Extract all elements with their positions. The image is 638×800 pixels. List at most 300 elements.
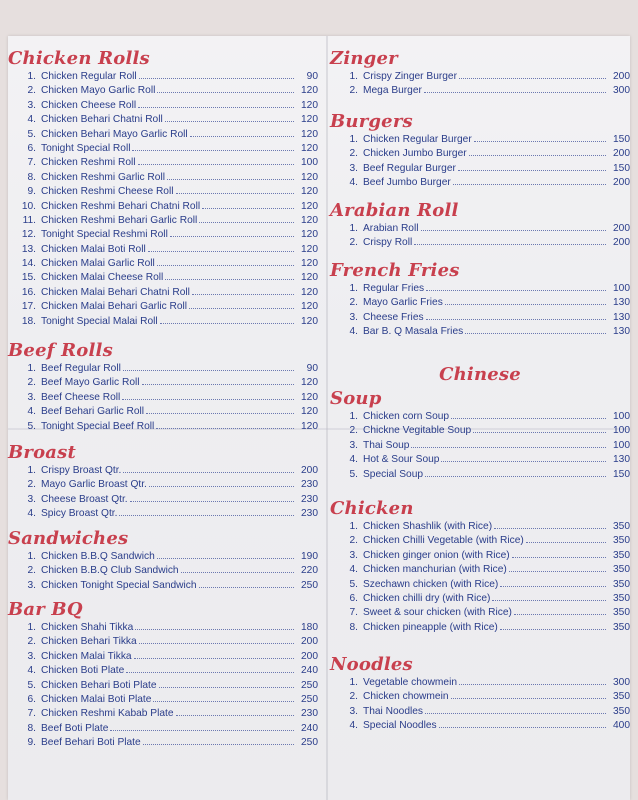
item-price: 250 — [301, 579, 318, 591]
item-price: 240 — [301, 665, 318, 677]
dot-leader — [424, 92, 606, 93]
menu-item — [8, 70, 318, 84]
section-noodles — [330, 654, 630, 734]
dot-leader — [167, 179, 294, 180]
section-heading: Soup — [330, 388, 382, 409]
item-number: 9. — [27, 737, 36, 749]
menu-item — [330, 563, 630, 577]
item-price: 120 — [301, 229, 318, 241]
menu-item — [330, 325, 630, 339]
menu-item — [330, 592, 630, 606]
item-price: 130 — [613, 311, 630, 323]
item-list — [330, 282, 630, 340]
section-heading: Chicken Rolls — [8, 48, 150, 69]
menu-item — [8, 550, 318, 564]
item-number: 3. — [27, 493, 36, 505]
dot-leader — [138, 164, 294, 165]
dot-leader — [445, 304, 606, 305]
item-name: Special Soup — [363, 468, 424, 480]
section-heading: Sandwiches — [8, 528, 129, 549]
paper-fold-vertical — [326, 36, 328, 800]
dot-leader — [156, 428, 294, 429]
item-name: Chicken Regular Burger — [363, 134, 472, 145]
menu-item — [8, 722, 318, 736]
section-soup — [330, 388, 630, 482]
item-name: Mayo Garlic Fries — [363, 297, 443, 309]
item-price: 230 — [301, 708, 318, 720]
item-number: 3. — [27, 579, 36, 591]
dot-leader — [492, 600, 606, 601]
item-name: Chicken Behari Tikka — [41, 636, 137, 648]
dot-leader — [425, 476, 606, 477]
item-price: 180 — [301, 622, 318, 633]
menu-item — [8, 99, 318, 113]
dot-leader — [421, 230, 607, 231]
item-name: Bar B. Q Masala Fries — [363, 326, 464, 338]
item-name: Chicken Malai Boti Roll — [41, 243, 146, 255]
item-price: 200 — [613, 237, 630, 249]
section-heading: French Fries — [330, 260, 460, 281]
item-list — [8, 621, 318, 751]
item-number: 4. — [349, 564, 358, 576]
item-name: Chicken Malai Cheese Roll — [41, 272, 164, 284]
item-price: 120 — [301, 214, 318, 226]
item-number: 3. — [27, 650, 36, 662]
item-list — [330, 133, 630, 191]
dot-leader — [425, 713, 606, 714]
item-name: Chicken Regular Roll — [41, 71, 137, 82]
item-name: Beef Behari Garlic Roll — [41, 406, 145, 418]
menu-item — [330, 311, 630, 325]
menu-sheet — [8, 36, 630, 800]
item-name: Beef Regular Roll — [41, 363, 121, 374]
menu-item — [8, 679, 318, 693]
item-number: 8. — [349, 621, 358, 633]
item-price: 200 — [613, 71, 630, 82]
item-name: Tonight Special Beef Roll — [41, 420, 155, 432]
item-price: 120 — [301, 128, 318, 140]
dot-leader — [526, 542, 606, 543]
item-price: 120 — [301, 391, 318, 403]
item-name: Chicken Behari Chatni Roll — [41, 114, 163, 126]
item-price: 120 — [301, 315, 318, 327]
item-price: 120 — [301, 99, 318, 111]
menu-item — [8, 171, 318, 185]
section-heading: Arabian Roll — [330, 200, 459, 221]
dot-leader — [157, 265, 294, 266]
item-price: 350 — [613, 578, 630, 590]
item-price: 250 — [301, 737, 318, 749]
item-name: Chicken Malai Tikka — [41, 650, 132, 662]
item-list — [330, 520, 630, 635]
item-price: 120 — [301, 142, 318, 154]
item-name: Beef Mayo Garlic Roll — [41, 377, 140, 389]
item-price: 350 — [613, 705, 630, 717]
item-price: 350 — [613, 535, 630, 547]
menu-item — [330, 236, 630, 250]
menu-item — [8, 142, 318, 156]
item-number: 1. — [27, 71, 36, 82]
dot-leader — [132, 150, 294, 151]
menu-item — [330, 410, 630, 424]
menu-item — [8, 664, 318, 678]
menu-item — [330, 453, 630, 467]
item-number: 2. — [27, 377, 36, 389]
menu-item — [8, 405, 318, 419]
item-number: 8. — [27, 171, 36, 183]
item-price: 400 — [613, 720, 630, 732]
item-number: 12. — [21, 229, 36, 241]
item-number: 11. — [22, 214, 36, 226]
item-price: 130 — [613, 454, 630, 466]
item-name: Tonight Special Malai Roll — [41, 315, 158, 327]
item-number: 1. — [27, 551, 36, 562]
menu-item — [8, 693, 318, 707]
item-name: Chicken Malai Behari Garlic Roll — [41, 301, 188, 313]
menu-item — [8, 315, 318, 329]
menu-item — [330, 424, 630, 438]
item-number: 1. — [27, 465, 36, 476]
menu-item — [8, 464, 318, 478]
item-price: 120 — [301, 114, 318, 126]
dot-leader — [473, 432, 606, 433]
item-number: 4. — [27, 114, 36, 126]
menu-item — [330, 549, 630, 563]
item-number: 5. — [27, 420, 36, 432]
item-price: 230 — [301, 508, 318, 520]
item-price: 190 — [301, 551, 318, 562]
dot-leader — [414, 244, 606, 245]
item-number: 1. — [27, 363, 36, 374]
menu-item — [330, 282, 630, 296]
menu-item — [330, 621, 630, 635]
item-price: 100 — [613, 283, 630, 294]
item-price: 120 — [301, 272, 318, 284]
section-bar-bq — [8, 599, 318, 751]
item-number: 6. — [27, 142, 36, 154]
item-number: 1. — [349, 223, 358, 234]
item-name: Mega Burger — [363, 85, 422, 97]
item-name: Chicken Cheese Roll — [41, 99, 137, 111]
section-chinese — [330, 364, 630, 386]
item-price: 150 — [613, 468, 630, 480]
item-name: Tonight Special Reshmi Roll — [41, 229, 168, 241]
item-name: Beef Boti Plate — [41, 722, 109, 734]
menu-item — [8, 214, 318, 228]
item-price: 120 — [301, 200, 318, 212]
item-price: 120 — [301, 171, 318, 183]
item-price: 200 — [301, 636, 318, 648]
item-name: Chicken Malai Boti Plate — [41, 693, 152, 705]
item-number: 5. — [27, 679, 36, 691]
item-number: 2. — [349, 148, 358, 160]
menu-item — [8, 650, 318, 664]
menu-item — [330, 439, 630, 453]
dot-leader — [159, 687, 294, 688]
item-price: 250 — [301, 693, 318, 705]
item-number: 2. — [349, 691, 358, 703]
item-number: 5. — [27, 128, 36, 140]
dot-leader — [134, 658, 294, 659]
dot-leader — [512, 557, 606, 558]
dot-leader — [142, 384, 294, 385]
item-name: Spicy Broast Qtr. — [41, 508, 118, 520]
item-name: Chicken Reshmi Behari Chatni Roll — [41, 200, 201, 212]
dot-leader — [176, 715, 294, 716]
menu-item — [330, 606, 630, 620]
dot-leader — [148, 251, 294, 252]
item-number: 4. — [349, 454, 358, 466]
item-price: 130 — [613, 297, 630, 309]
section-beef-rolls — [8, 340, 318, 434]
item-name: Chickne Vegitable Soup — [363, 425, 472, 437]
menu-item — [8, 113, 318, 127]
item-list — [8, 70, 318, 329]
dot-leader — [514, 614, 606, 615]
section-arabian-roll — [330, 200, 630, 251]
dot-leader — [189, 308, 294, 309]
item-price: 120 — [301, 377, 318, 389]
menu-item — [330, 719, 630, 733]
item-name: Szechawn chicken (with Rice) — [363, 578, 499, 590]
item-price: 300 — [613, 85, 630, 97]
item-number: 14. — [21, 258, 36, 270]
item-name: Cheese Fries — [363, 311, 424, 323]
section-broast — [8, 442, 318, 522]
item-name: Chicken Behari Boti Plate — [41, 679, 157, 691]
item-name: Chicken Malai Garlic Roll — [41, 258, 155, 270]
item-number: 3. — [349, 162, 358, 174]
item-list — [330, 410, 630, 482]
item-number: 8. — [27, 722, 36, 734]
menu-item — [330, 520, 630, 534]
item-name: Chicken B.B.Q Sandwich — [41, 551, 155, 562]
item-number: 2. — [27, 565, 36, 577]
item-name: Chicken Reshmi Cheese Roll — [41, 186, 174, 198]
item-price: 130 — [613, 326, 630, 338]
menu-item — [8, 621, 318, 635]
menu-item — [8, 579, 318, 593]
dot-leader — [453, 184, 606, 185]
dot-leader — [149, 486, 294, 487]
dot-leader — [192, 294, 294, 295]
menu-item — [330, 147, 630, 161]
section-sandwiches — [8, 528, 318, 593]
item-price: 350 — [613, 521, 630, 532]
item-number: 1. — [349, 283, 358, 294]
section-zinger — [330, 48, 630, 99]
item-list — [330, 70, 630, 99]
item-name: Chicken ginger onion (with Rice) — [363, 549, 510, 561]
item-name: Crispy Broast Qtr. — [41, 465, 122, 476]
item-price: 300 — [613, 677, 630, 688]
dot-leader — [126, 672, 294, 673]
item-price: 230 — [301, 493, 318, 505]
section-burgers — [330, 111, 630, 191]
menu-item — [8, 156, 318, 170]
item-number: 4. — [27, 665, 36, 677]
item-name: Arabian Roll — [363, 223, 419, 234]
menu-item — [330, 534, 630, 548]
item-number: 1. — [349, 411, 358, 422]
item-name: Chicken Reshmi Roll — [41, 157, 136, 169]
item-name: Chicken corn Soup — [363, 411, 450, 422]
item-price: 100 — [613, 425, 630, 437]
section-heading: Chicken — [330, 498, 414, 519]
item-name: Chicken Tonight Special Sandwich — [41, 579, 197, 591]
menu-item — [330, 468, 630, 482]
item-number: 5. — [349, 578, 358, 590]
menu-item — [8, 478, 318, 492]
item-name: Beef Behari Boti Plate — [41, 737, 141, 749]
dot-leader — [139, 643, 294, 644]
dot-leader — [138, 107, 294, 108]
item-name: Chicken chilli dry (with Rice) — [363, 592, 491, 604]
item-number: 7. — [349, 607, 358, 619]
item-number: 4. — [27, 406, 36, 418]
item-name: Chicken Shashlik (with Rice) — [363, 521, 493, 532]
dot-leader — [190, 136, 294, 137]
item-number: 4. — [349, 720, 358, 732]
dot-leader — [426, 290, 606, 291]
item-number: 1. — [349, 134, 358, 145]
item-number: 2. — [27, 636, 36, 648]
dot-leader — [426, 319, 606, 320]
dot-leader — [474, 141, 606, 142]
menu-item — [8, 736, 318, 750]
item-name: Chicken Malai Behari Chatni Roll — [41, 286, 190, 298]
item-name: Chicken Reshmi Garlic Roll — [41, 171, 165, 183]
menu-item — [8, 257, 318, 271]
dot-leader — [123, 370, 294, 371]
item-price: 350 — [613, 549, 630, 561]
menu-item — [8, 376, 318, 390]
item-number: 16. — [21, 286, 36, 298]
dot-leader — [176, 193, 295, 194]
dot-leader — [130, 501, 294, 502]
item-number: 2. — [349, 297, 358, 309]
item-number: 4. — [349, 326, 358, 338]
item-price: 120 — [301, 406, 318, 418]
menu-item — [8, 185, 318, 199]
dot-leader — [459, 684, 606, 685]
item-name: Sweet & sour chicken (with Rice) — [363, 607, 512, 619]
item-price: 350 — [613, 621, 630, 633]
item-number: 7. — [27, 708, 36, 720]
item-name: Chicken Reshmi Kabab Plate — [41, 708, 174, 720]
section-french-fries — [330, 260, 630, 340]
item-number: 15. — [21, 272, 36, 284]
item-name: Chicken Jumbo Burger — [363, 148, 467, 160]
dot-leader — [411, 447, 606, 448]
item-list — [330, 676, 630, 734]
item-name: Beef Jumbo Burger — [363, 177, 451, 189]
item-number: 4. — [349, 177, 358, 189]
item-number: 3. — [349, 311, 358, 323]
item-price: 100 — [613, 411, 630, 422]
item-price: 120 — [301, 186, 318, 198]
item-price: 150 — [613, 134, 630, 145]
item-price: 200 — [301, 465, 318, 476]
item-name: Chicken Mayo Garlic Roll — [41, 85, 156, 97]
item-price: 100 — [301, 157, 318, 169]
item-list — [8, 550, 318, 593]
item-number: 6. — [349, 592, 358, 604]
menu-item — [330, 690, 630, 704]
item-price: 200 — [613, 148, 630, 160]
item-name: Chicken B.B.Q Club Sandwich — [41, 565, 179, 577]
item-name: Crispy Zinger Burger — [363, 71, 457, 82]
item-name: Tonight Special Roll — [41, 142, 131, 154]
item-name: Chicken Boti Plate — [41, 665, 125, 677]
dot-leader — [160, 323, 294, 324]
item-number: 1. — [27, 622, 36, 633]
item-name: Regular Fries — [363, 283, 425, 294]
dot-leader — [110, 730, 294, 731]
menu-item — [330, 676, 630, 690]
item-name: Crispy Roll — [363, 237, 413, 249]
item-list — [330, 222, 630, 251]
dot-leader — [122, 399, 294, 400]
item-number: 2. — [27, 479, 36, 491]
item-name: Chicken manchurian (with Rice) — [363, 564, 507, 576]
menu-item — [330, 578, 630, 592]
item-number: 10. — [21, 200, 36, 212]
menu-item — [8, 507, 318, 521]
item-number: 3. — [349, 705, 358, 717]
menu-item — [330, 176, 630, 190]
menu-item — [330, 84, 630, 98]
dot-leader — [199, 222, 294, 223]
item-price: 230 — [301, 479, 318, 491]
menu-item — [330, 222, 630, 236]
item-name: Beef Regular Burger — [363, 162, 456, 174]
item-name: Chicken pineapple (with Rice) — [363, 621, 498, 633]
dot-leader — [469, 155, 606, 156]
item-price: 200 — [613, 223, 630, 234]
item-name: Thai Noodles — [363, 705, 424, 717]
menu-item — [8, 564, 318, 578]
item-price: 120 — [301, 243, 318, 255]
item-price: 220 — [301, 565, 318, 577]
item-number: 17. — [21, 301, 36, 313]
dot-leader — [165, 279, 294, 280]
item-list — [8, 362, 318, 434]
dot-leader — [146, 413, 294, 414]
dot-leader — [451, 698, 607, 699]
menu-item — [8, 84, 318, 98]
item-price: 350 — [613, 592, 630, 604]
section-heading: Zinger — [330, 48, 398, 69]
dot-leader — [202, 208, 294, 209]
item-number: 1. — [349, 71, 358, 82]
menu-item — [8, 228, 318, 242]
menu-item — [8, 420, 318, 434]
section-heading: Noodles — [330, 654, 413, 675]
dot-leader — [439, 727, 606, 728]
section-heading: Beef Rolls — [8, 340, 113, 361]
dot-leader — [153, 701, 294, 702]
item-number: 1. — [349, 521, 358, 532]
section-heading: Broast — [8, 442, 77, 463]
item-number: 2. — [349, 425, 358, 437]
dot-leader — [165, 121, 294, 122]
item-price: 150 — [613, 162, 630, 174]
menu-item — [8, 391, 318, 405]
section-chicken-rolls — [8, 48, 318, 329]
item-price: 250 — [301, 679, 318, 691]
menu-item — [8, 707, 318, 721]
